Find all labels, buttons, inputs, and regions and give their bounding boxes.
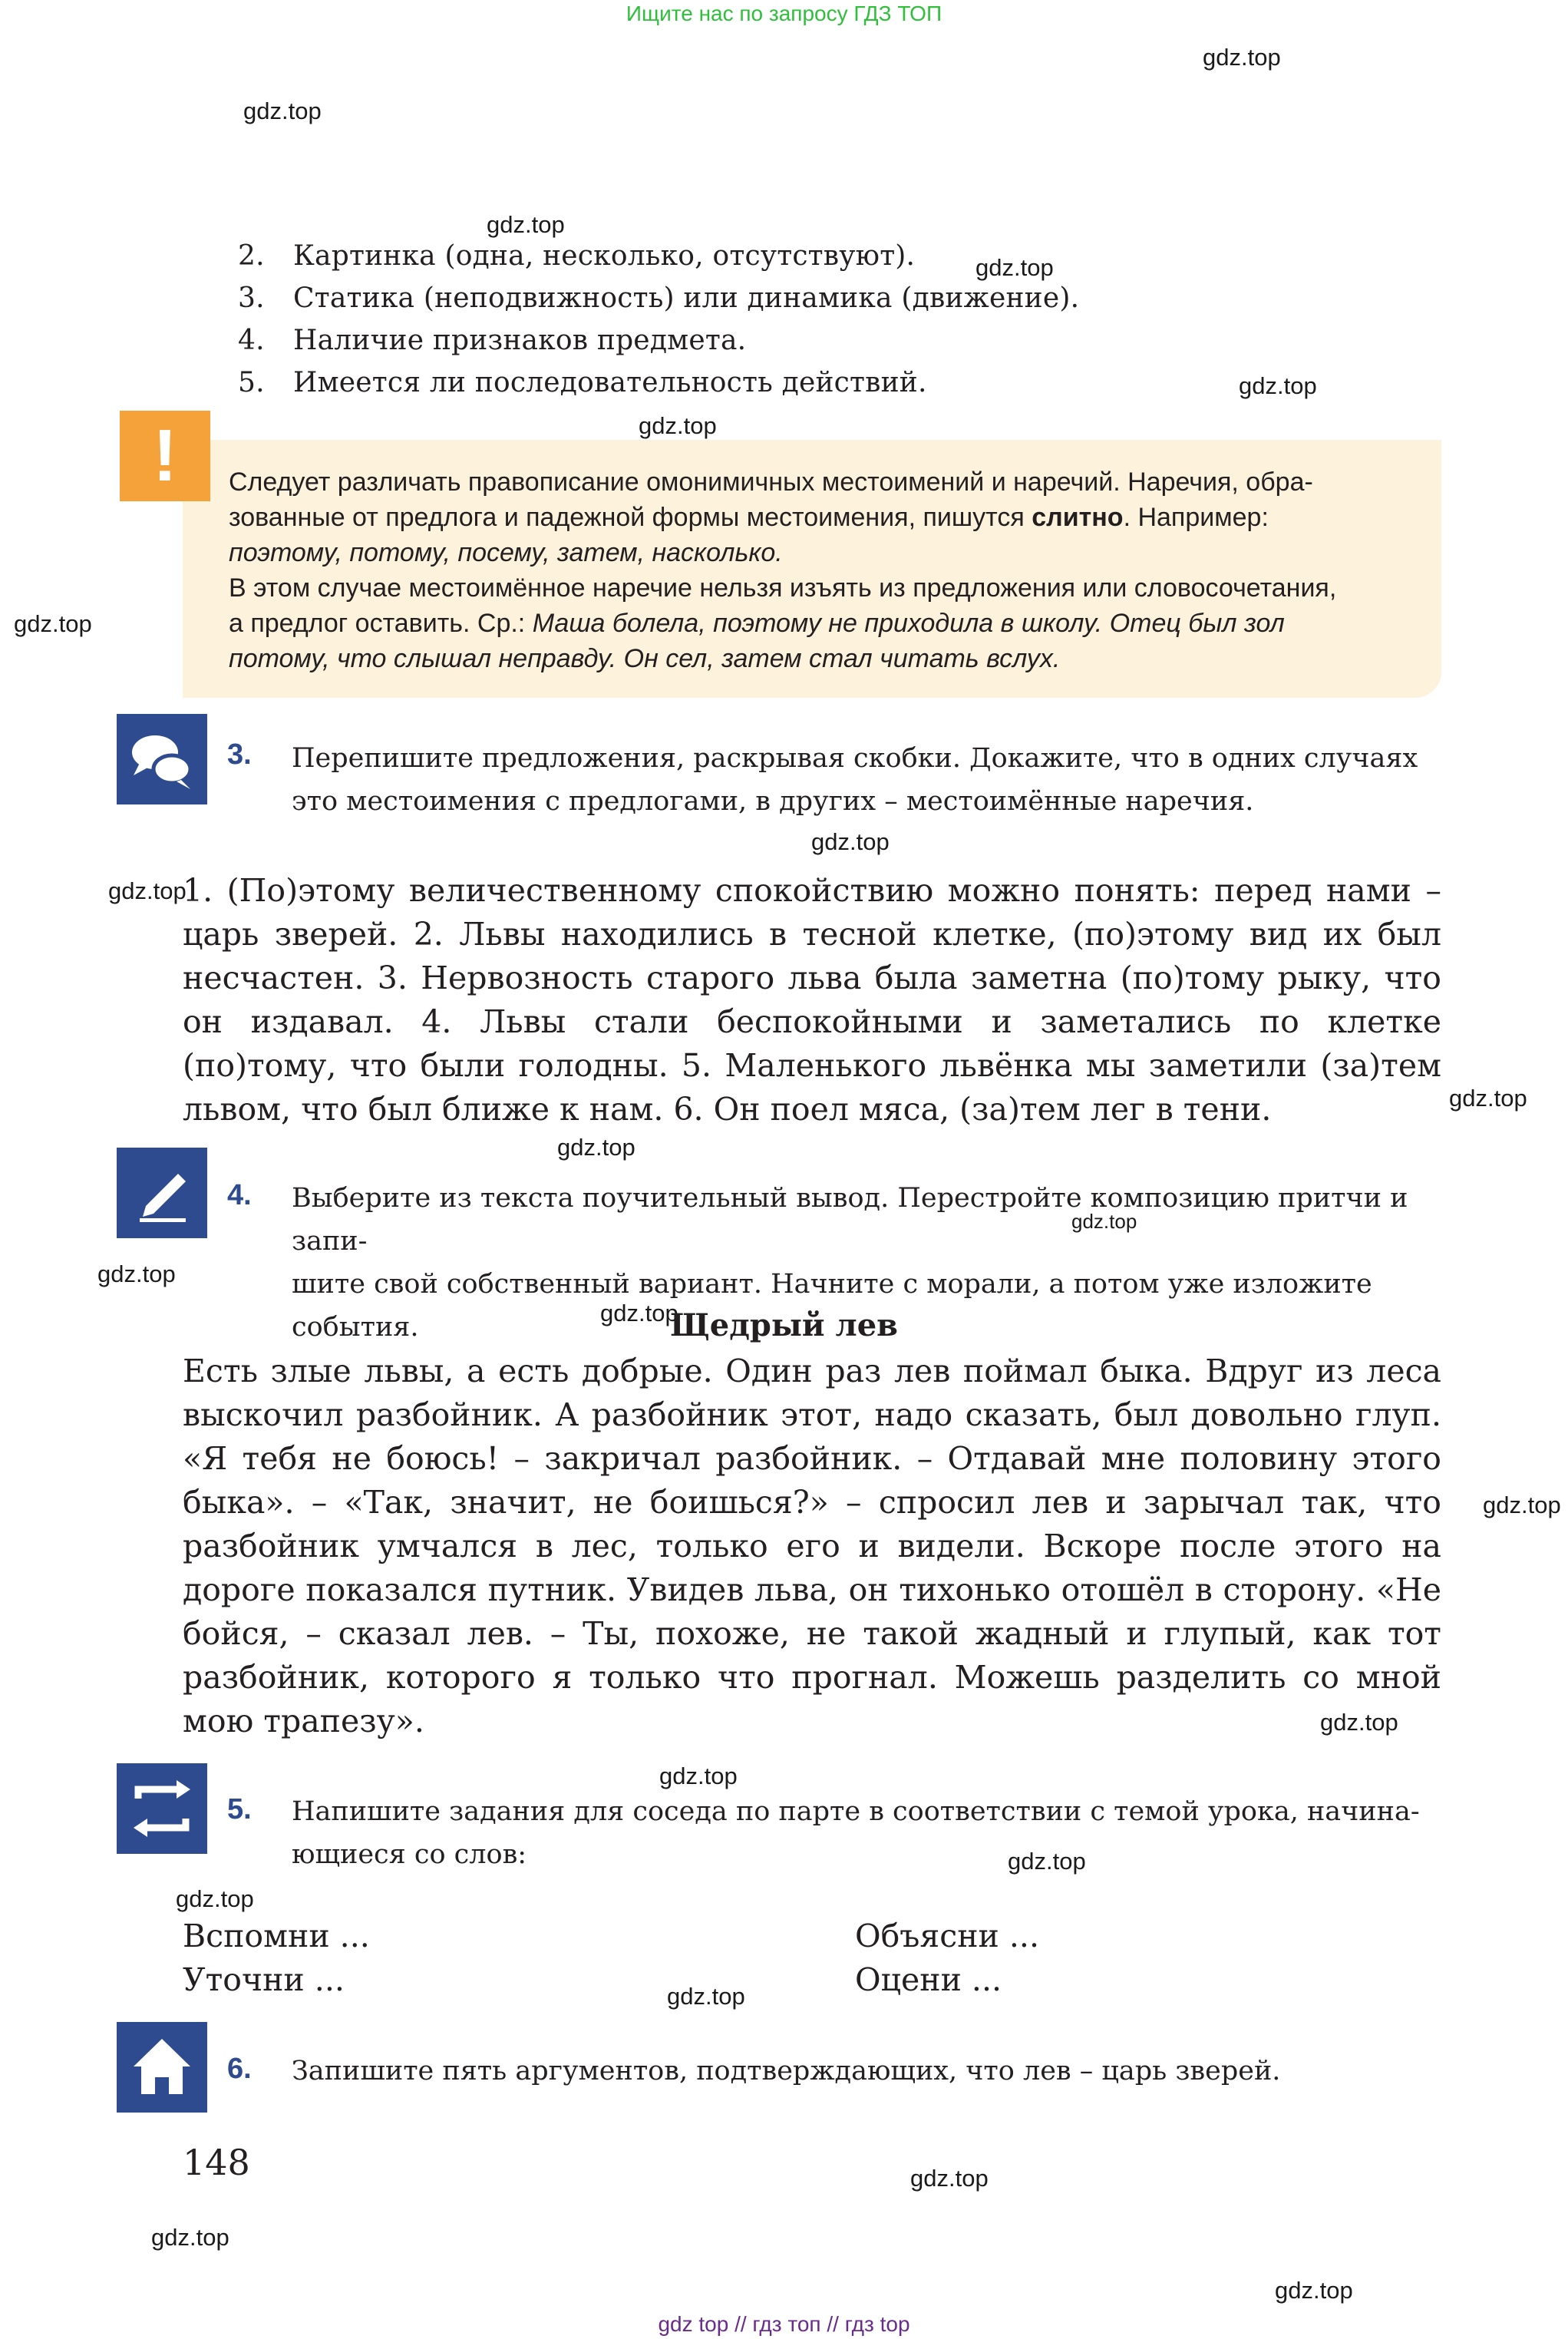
page-number: 148 — [183, 2142, 250, 2183]
watermark: gdz.top — [975, 254, 1054, 281]
watermark: gdz.top — [1071, 1210, 1137, 1233]
list-item: 5. Имеется ли последовательность действий. — [238, 367, 927, 398]
watermark: gdz.top — [151, 2224, 229, 2251]
task-instruction: Выберите из текста поучительный вывод. Перестройте композицию притчи и запи- шите свой собственный вариант. Начните с морали, а потом уже изложите события. — [292, 1183, 1408, 1343]
prompt-word: Оцени ... — [855, 1961, 1002, 1998]
watermark: gdz.top — [243, 97, 322, 124]
parable-text: Есть злые львы, а есть добрые. Один раз лев поймал быка. Вдруг из леса выскочил разбойник. А разбойник этот, надо сказать, был довольно глуп. «Я тебя не боюсь! – закричал разбойник. – Отдавай мне половину этого быка». – «Так, значит, не боишься?» – спросил лев и зарычал так, что разбойник умчался в лес, только его и видели. Вскоре после этого на дороге показался путник. Увидев льва, он тихонько отошёл в сторону. «Не бойся, – сказал лев. – Ты, похоже, не такой жадный и глупый, как тот разбойник, которого я только что прогнал. Можешь разделить со мной мою трапезу». — [183, 1353, 1441, 1739]
exercise-sentences: 1. (По)этому величественному спокойствию можно понять: перед нами – царь зверей. 2. Львы находились в тесной клетке, (по)этому вид их был несчастен. 3. Нервозность старого льва была заметна (по)тому рыку, что он издавал. 4. Львы стали беспокойными и заметались по клетке (по)тому, что были голодны. 5. Маленького львёнка мы заметили (за)тем львом, что был ближе к нам. 6. Он поел мяса, (за)тем лег в тени. — [183, 872, 1441, 1128]
bottom-links[interactable]: gdz top // гдз топ // гдз top — [658, 2312, 910, 2336]
watermark: gdz.top — [1320, 1709, 1398, 1736]
top-banner[interactable]: Ищите нас по запросу ГДЗ ТОП — [626, 2, 942, 25]
pencil-icon — [117, 1148, 207, 1238]
house-icon — [117, 2022, 207, 2113]
task-instruction: Напишите задания для соседа по парте в соответствии с темой урока, начина- ющиеся со слов: — [292, 1796, 1420, 1870]
parable-title: Щедрый лев — [670, 1307, 898, 1343]
watermark: gdz.top — [14, 610, 92, 637]
watermark: gdz.top — [811, 828, 890, 855]
exclamation-icon: ! — [120, 411, 210, 501]
list-item: 2. Картинка (одна, несколько, отсутствуют). — [238, 240, 916, 272]
prompt-word: Объясни ... — [855, 1918, 1039, 1954]
rule-note-text: Следует различать правописание омонимичных местоимений и наречий. Наречия, обра- зованные от предлога и падежной формы местоимения, пишутся слитно. Например: поэтому, потому, посему, затем, насколько. В этом случае местоимённое наречие нельзя изъять из предложения или словосочетания, а предлог оставить. Ср.: Маша болела, поэтому не приходила в школу. Отец был зол потому, что слышал неправду. Он сел, затем стал читать вслух. — [229, 467, 1337, 673]
watermark: gdz.top — [910, 2165, 989, 2192]
prompt-word: Вспомни ... — [183, 1918, 370, 1954]
watermark: gdz.top — [557, 1134, 635, 1161]
list-item: 4. Наличие признаков предмета. — [238, 325, 747, 356]
task-instruction: Перепишите предложения, раскрывая скобки. Докажите, что в одних случаях это местоимения с предлогами, в других – местоимённые наречия. — [292, 743, 1418, 817]
task-number: 3. — [227, 738, 252, 771]
watermark: gdz.top — [639, 412, 717, 439]
task-instruction: Запишите пять аргументов, подтверждающих, что лев – царь зверей. — [292, 2056, 1281, 2086]
watermark: gdz.top — [600, 1300, 678, 1326]
watermark: gdz.top — [108, 877, 187, 904]
watermark: gdz.top — [1483, 1492, 1561, 1518]
watermark: gdz.top — [1449, 1085, 1527, 1112]
exchange-arrows-icon — [117, 1763, 207, 1854]
speech-bubbles-icon — [117, 714, 207, 804]
watermark: gdz.top — [1203, 44, 1281, 71]
watermark: gdz.top — [176, 1885, 254, 1912]
watermark: gdz.top — [659, 1763, 738, 1789]
list-item: 3. Статика (неподвижность) или динамика (движение). — [238, 282, 1080, 314]
task-number: 4. — [227, 1179, 252, 1211]
watermark: gdz.top — [97, 1260, 176, 1287]
prompt-word: Уточни ... — [183, 1961, 345, 1998]
task-number: 6. — [227, 2053, 252, 2085]
watermark: gdz.top — [1239, 372, 1317, 399]
watermark: gdz.top — [1008, 1848, 1086, 1875]
watermark: gdz.top — [1275, 2277, 1353, 2304]
watermark: gdz.top — [667, 1983, 745, 2010]
watermark: gdz.top — [487, 211, 565, 238]
task-number: 5. — [227, 1793, 252, 1825]
